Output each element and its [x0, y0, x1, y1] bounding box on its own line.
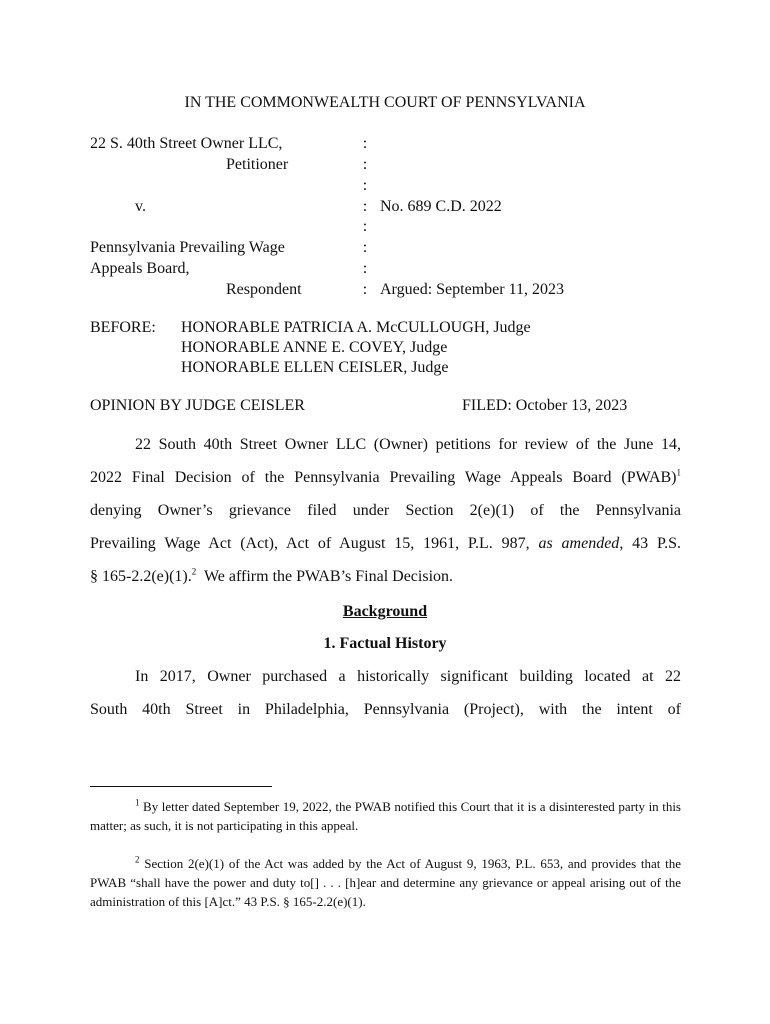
caption-colon: :: [362, 218, 368, 235]
petitioner-name: 22 S. 40th Street Owner LLC,: [90, 135, 283, 152]
judge-covey: HONORABLE ANNE E. COVEY, Judge: [181, 339, 448, 356]
para1-line3: denying Owner’s grievance filed under Section 2(e)(1) of the Pennsylvania: [90, 502, 681, 519]
para1-line5a: § 165-2.2(e)(1).: [90, 568, 192, 585]
footnote-2-number: 2: [135, 854, 140, 865]
para1-line4: [90, 527, 681, 560]
caption-colon: :: [362, 198, 368, 215]
judge-mccullough: HONORABLE PATRICIA A. McCULLOUGH, Judge: [181, 319, 531, 336]
footnote-ref-1: 1: [676, 467, 681, 478]
opinion-paragraph-1: [90, 428, 681, 593]
judge-ceisler: HONORABLE ELLEN CEISLER, Judge: [181, 359, 449, 376]
para2-line1: In 2017, Owner purchased a historically significant building located at 22: [135, 668, 681, 685]
opinion-by: OPINION BY JUDGE CEISLER: [90, 397, 305, 414]
docket-number: No. 689 C.D. 2022: [380, 198, 502, 215]
court-title: IN THE COMMONWEALTH COURT OF PENNSYLVANIA: [184, 94, 586, 111]
caption-colon: :: [362, 156, 368, 173]
footnote-1-text: By letter dated September 19, 2022, the PWAB notified this Court that it is a disinterested party in this matter; as such, it is not participating in this appeal.: [90, 799, 681, 833]
caption-colon: :: [362, 135, 368, 152]
footnote-rule: [90, 786, 272, 787]
para1-line2-text: 2022 Final Decision of the Pennsylvania Prevailing Wage Appeals Board (PWAB): [90, 469, 677, 486]
footnote-2-text: Section 2(e)(1) of the Act was added by the Act of August 9, 1963, P.L. 653, and provides that the PWAB “shall have the power and duty to[] . . . [h]ear and determine any grievance or appeal arising out of the administration of this [A]ct.” 43 P.S. § 165-2.2(e)(1).: [90, 856, 681, 909]
background-heading-text: Background: [342, 603, 428, 620]
caption-colon: :: [362, 177, 368, 194]
para1-line1: 22 South 40th Street Owner LLC (Owner) petitions for review of the June 14,: [135, 436, 681, 453]
caption-colon: :: [362, 239, 368, 256]
opinion-paragraph-2: [90, 660, 681, 726]
respondent-role: Respondent: [226, 281, 302, 298]
para2-line2: South 40th Street in Philadelphia, Pennsylvania (Project), with the intent of: [90, 701, 681, 718]
before-label: BEFORE:: [90, 319, 156, 336]
caption-colon: :: [362, 281, 368, 298]
petitioner-role: Petitioner: [226, 156, 289, 173]
footnote-1-number: 1: [135, 797, 140, 808]
para1-line4a: Prevailing Wage Act (Act), Act of August 15, 1961, P.L. 987,: [90, 535, 539, 552]
footnote-1: [90, 797, 681, 835]
as-amended: as amended: [538, 535, 620, 552]
para1-line4b: , 43 P.S.: [619, 535, 682, 552]
caption-colon: :: [362, 260, 368, 277]
argued-date: Argued: September 11, 2023: [380, 281, 564, 298]
respondent-name-line2: Appeals Board,: [90, 260, 190, 277]
footnote-ref-2: 2: [191, 566, 197, 577]
background-heading: [0, 602, 770, 622]
para1-line5b: We affirm the PWAB’s Final Decision.: [196, 568, 454, 585]
filed-date: FILED: October 13, 2023: [462, 397, 628, 414]
footnote-2: [90, 854, 681, 911]
factual-history-heading: 1. Factual History: [323, 635, 447, 652]
para1-line5: [90, 560, 681, 593]
respondent-name-line1: Pennsylvania Prevailing Wage: [90, 239, 285, 256]
para1-line2: [90, 461, 681, 494]
versus: v.: [135, 198, 146, 215]
